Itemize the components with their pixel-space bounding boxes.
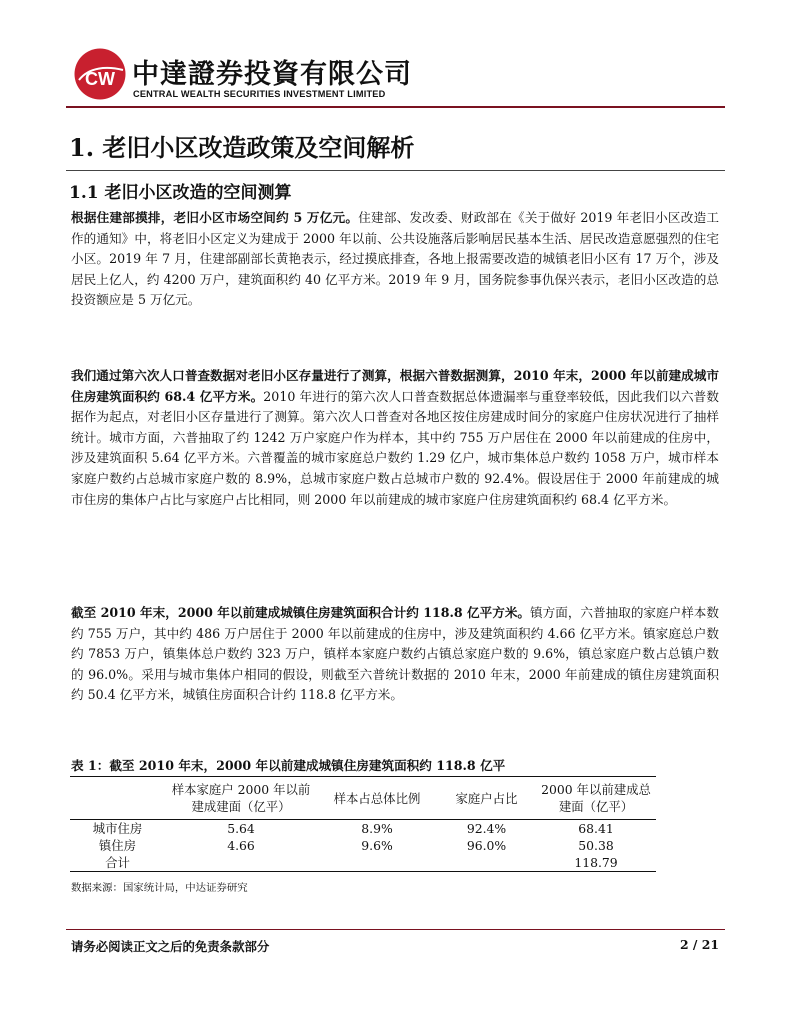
table-cell: 8.9% [361, 821, 393, 836]
header-divider [66, 106, 725, 108]
table-header-cell: 样本家庭户 2000 年以前建成建面（亿平） [165, 777, 317, 820]
paragraph-body: 住建部、发改委、财政部在《关于做好 2019 年老旧小区改造工作的通知》中，将老旧小区定义为建成于 2000 年以前、公共设施落后影响居民基本生活、居民改造意愿强烈的住宅小区。2019 年 7 月，住建部副部长黄艳表示，经过摸底排查，各地上报需要改造的城镇老旧小区有 17 万个，涉及居民上亿人，约 4200 万户，建筑面积约 40 亿平方米。2019 年 9 月，国务院参事仇保兴表示，老旧小区改造的总投资额应是 5 万亿元。 [71, 210, 719, 308]
table-cell: 4.66 [227, 838, 255, 853]
subsection-title: 1.1 老旧小区改造的空间测算 [69, 183, 292, 203]
logo-text: CW [85, 69, 115, 89]
paragraph-lead: 截至 2010 年末，2000 年以前建成城镇住房建筑面积合计约 118.8 亿平方米。 [71, 605, 531, 620]
paragraph-market-size [71, 208, 719, 311]
table-header-cell: 2000 年以前建成总建面（亿平） [536, 777, 656, 820]
paragraph-lead: 根据住建部摸排，老旧小区市场空间约 5 万亿元。 [71, 210, 359, 225]
section-title: 1. 老旧小区改造政策及空间解析 [69, 133, 415, 162]
table-cell [165, 854, 317, 872]
table-header-cell: 家庭户占比 [437, 777, 536, 820]
footer-disclaimer: 请务必阅读正文之后的免责条款部分 [71, 939, 270, 954]
table-cell: 118.79 [536, 854, 656, 872]
table-cell: 92.4% [466, 821, 507, 836]
footer-divider [66, 929, 725, 930]
company-name-en: CENTRAL WEALTH SECURITIES INVESTMENT LIMITED [133, 89, 386, 99]
table-cell [317, 854, 437, 872]
paragraph-body: 镇方面，六普抽取的家庭户样本数约 755 万户，其中约 486 万户居住于 2000 年以前建成的住房中，涉及建筑面积约 4.66 亿平方米。镇家庭总户数约 7853 万户，镇集体总户数约 323 万户，镇样本家庭户数约占镇总家庭户数的 9.6%，镇总家庭户数占总镇户数的 96.0%。采用与城市集体户相同的假设，则截至六普统计数据的 2010 年末，2000 年前建成的镇住房建筑面积约 50.4 亿平方米，城镇住房面积合计约 118.8 亿平方米。 [71, 605, 719, 703]
table-cell: 镇住房 [98, 838, 137, 853]
table-header-cell [70, 777, 165, 820]
company-name-cn: 中達證券投資有限公司 [132, 59, 412, 90]
paragraph-lead: 我们通过第六次人口普查数据对老旧小区存量进行了测算，根据六普数据测算，2010 年末，2000 年以前建成城市住房建筑面积约 68.4 亿平方米。 [71, 368, 719, 404]
table-row [70, 837, 656, 854]
table-row [70, 820, 656, 838]
paragraph-town-estimate [71, 603, 719, 706]
table-cell: 9.6% [361, 838, 393, 853]
table-cell: 5.64 [227, 821, 255, 836]
paragraph-city-estimate [71, 366, 719, 510]
table-cell: 合计 [70, 854, 165, 872]
table-cell: 68.41 [578, 821, 614, 836]
company-logo [73, 47, 127, 101]
table-caption: 表 1：截至 2010 年末，2000 年以前建成城镇住房建筑面积约 118.8 亿平 [71, 758, 506, 773]
section-divider [66, 170, 725, 171]
table-cell: 城市住房 [92, 821, 143, 836]
table-cell: 50.38 [578, 838, 614, 853]
table-row-total [70, 854, 656, 872]
table-cell [437, 854, 536, 872]
data-table [70, 776, 656, 872]
table-header-row [70, 777, 656, 820]
paragraph-body: 2010 年进行的第六次人口普查数据总体遗漏率与重登率较低，因此我们以六普数据作为起点，对老旧小区存量进行了测算。第六次人口普查对各地区按住房建成时间分的家庭户住房状况进行了抽样统计。城市方面，六普抽取了约 1242 万户家庭户作为样本，其中约 755 万户居住在 2000 年以前建成的住房中，涉及建筑面积 5.64 亿平方米。六普覆盖的城市家庭总户数约 1.29 亿户，城市集体总户数约 1058 万户，城市样本家庭户数约占总城市家庭户数的 8.9%，总城市家庭户数占总城市户数的 92.4%。假设居住于 2000 年前建成的城市住房的集体户占比与家庭户占比相同，则 2000 年以前建成的城市家庭户住房建筑面积约 68.4 亿平方米。 [71, 388, 719, 507]
table-cell: 96.0% [466, 838, 507, 853]
table-header-cell: 样本占总体比例 [317, 777, 437, 820]
table-source: 数据来源：国家统计局，中达证券研究 [71, 882, 248, 894]
page-number: 2 / 21 [679, 937, 719, 952]
